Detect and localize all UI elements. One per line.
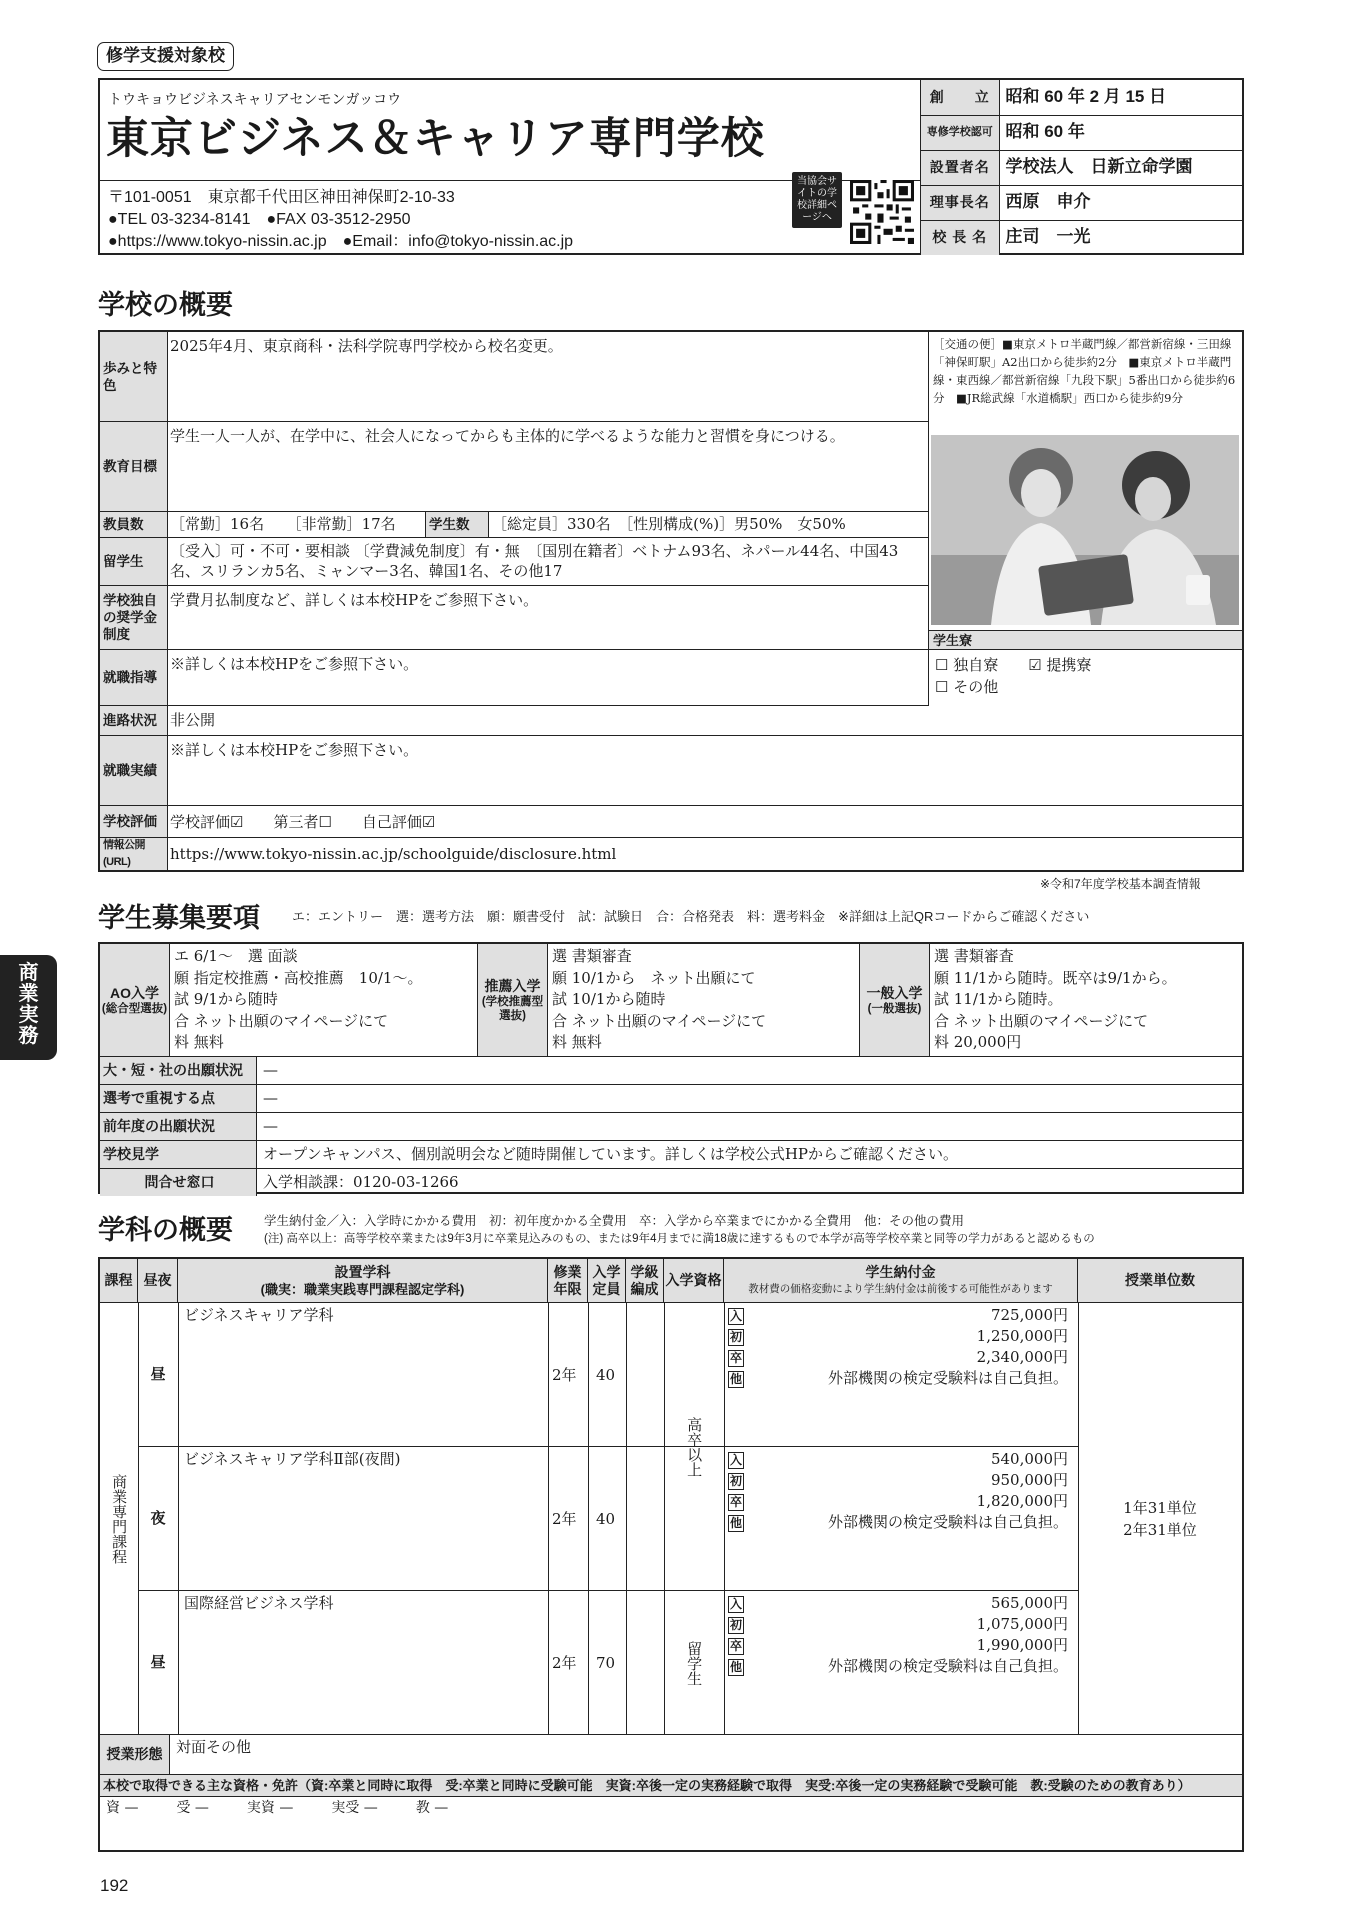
history-label: 歩みと特色 <box>100 332 168 421</box>
path-value: 非公開 <box>170 711 216 729</box>
overview-title: 学校の概要 <box>98 290 233 320</box>
qual-acquire: 資 — <box>106 1800 139 1816</box>
approval-value: 昭和 60 年 <box>999 115 1244 150</box>
recruit-row <box>100 1140 1242 1168</box>
recruit-row-value: — <box>263 1089 278 1107</box>
ao-line-1: エ 6/1〜 選 面談 <box>174 947 298 965</box>
overview-section <box>98 330 1244 872</box>
access-column <box>928 332 1242 706</box>
qual-education: 教 — <box>415 1800 449 1816</box>
fee-label-first: 初 <box>730 1474 743 1488</box>
school-kana: トウキョウビジネスキャリアセンモンガッコウ <box>108 91 402 107</box>
ao-admission <box>100 944 478 1056</box>
qualification-header: 本校で取得できる主な資格・免許（資:卒業と同時に取得 受:卒業と同時に受験可能 実資:卒後一定の実務経験で取得 実受:卒後一定の実務経験で受験可能 教:受験のための教育あり） <box>100 1775 1242 1797</box>
rec-line-3: 試 10/1から随時 <box>552 990 666 1008</box>
students-label: 学生数 <box>425 512 489 537</box>
fee-other: 外部機関の検定受験料は自己負担。 <box>827 1657 1068 1675</box>
guidance-value: ※詳しくは本校HPをご参照下さい。 <box>170 655 419 673</box>
gen-line-4: 合 ネット出願のマイページにて <box>934 1011 1149 1030</box>
dorm-options <box>935 654 1091 698</box>
qr-code-icon[interactable] <box>850 180 914 244</box>
recruit-row <box>100 1056 1242 1084</box>
qual-highschool: 高卒以上 <box>685 1417 704 1477</box>
dept-time: 昼 <box>150 1653 166 1672</box>
recruit-row-label: 前年度の出願状況 <box>100 1113 257 1140</box>
disclosure-row <box>100 838 1242 870</box>
fee-label-entry: 入 <box>730 1453 743 1467</box>
web-email[interactable]: ●https://www.tokyo-nissin.ac.jp ●Email：info@tokyo-nissin.ac.jp <box>108 233 574 250</box>
school-name: 東京ビジネス＆キャリア専門学校 <box>106 115 765 163</box>
dept-years: 2年 <box>552 1654 577 1672</box>
dept-years: 2年 <box>552 1510 577 1528</box>
rec-line-1: 選 書類審査 <box>552 947 632 965</box>
recruit-row-label: 問合せ窓口 <box>100 1169 257 1196</box>
founder-value: 学校法人 日新立命学園 <box>999 150 1244 185</box>
recruit-row-value: — <box>263 1061 278 1079</box>
fee-label-other: 他 <box>730 1372 743 1386</box>
eval-row <box>100 806 1242 838</box>
results-value: ※詳しくは本校HPをご参照下さい。 <box>170 741 419 759</box>
fee-other: 外部機関の検定受験料は自己負担。 <box>827 1369 1068 1387</box>
dept-legend-2: (注) 高卒以上：高等学校卒業または9年3月に卒業見込みのもの、または9年4月までに満18歳に達するもので本学が高等学校卒業と同等の学力があると認めるもの <box>264 1233 1095 1245</box>
dept-row <box>138 1303 1078 1447</box>
intl-label: 留学生 <box>100 538 168 585</box>
th-course: 課程 <box>100 1259 138 1303</box>
dept-row <box>138 1447 1078 1591</box>
staff-value: ［常勤］16名 ［非常勤］17名 <box>170 515 396 533</box>
qual-work-exam: 実受 — <box>331 1800 378 1816</box>
th-qual: 入学資格 <box>664 1259 724 1303</box>
fee-label-entry: 入 <box>730 1597 743 1611</box>
fee-entry: 565,000円 <box>990 1594 1068 1612</box>
th-dept-sub: (職実：職業実践専門課程認定学科) <box>260 1281 465 1297</box>
founded-label: 創 立 <box>921 80 999 115</box>
form-label: 授業形態 <box>100 1735 170 1774</box>
fee-label-first: 初 <box>730 1618 743 1632</box>
category-tab[interactable] <box>0 955 57 1060</box>
fee-label-total: 卒 <box>730 1639 743 1653</box>
scholarship-label: 学校独自の奨学金制度 <box>100 586 168 649</box>
recommend-admission <box>478 944 860 1056</box>
photo-illustration <box>931 435 1239 625</box>
general-admission <box>860 944 1242 1056</box>
recruit-row-value: オープンキャンパス、個別説明会など随時開催しています。詳しくは学校公式HPからご確認ください。 <box>263 1145 959 1163</box>
dorm-line-1: ☐ 独自寮 ☑ 提携寮 <box>935 656 1092 674</box>
ao-label: AO入学 <box>110 984 159 1001</box>
recruit-legend: エ：エントリー 選：選考方法 願：願書受付 試：試験日 合：合格発表 料：選考料金 ※詳細は上記QRコードからご確認ください <box>292 909 1090 924</box>
address: 〒101-0051 東京都千代田区神田神保町2-10-33 <box>108 189 455 206</box>
fee-first: 1,250,000円 <box>976 1327 1068 1345</box>
rec-sub: (学校推薦型選抜) <box>481 995 544 1022</box>
school-info-table <box>921 80 1244 255</box>
path-label: 進路状況 <box>100 706 168 735</box>
th-capacity: 入学定員 <box>588 1259 626 1303</box>
rec-line-5: 料 無料 <box>552 1033 602 1051</box>
support-badge: 修学支援対象校 <box>97 42 234 71</box>
qr-label: 当協会サイトの学校詳細ページへ <box>792 172 842 228</box>
fee-other: 外部機関の検定受験料は自己負担。 <box>827 1513 1068 1531</box>
dept-section <box>98 1257 1244 1852</box>
results-row <box>100 736 1242 806</box>
dept-name: ビジネスキャリア学科 <box>184 1306 334 1324</box>
rec-line-4: 合 ネット出願のマイページにて <box>552 1011 767 1030</box>
fee-entry: 540,000円 <box>990 1450 1068 1468</box>
fee-total: 2,340,000円 <box>976 1348 1068 1366</box>
dorm-line-2: ☐ その他 <box>935 678 999 696</box>
qualification-row <box>106 1799 448 1818</box>
fee-total: 1,990,000円 <box>976 1636 1068 1654</box>
th-fee-sub: 教材費の価格変動により学生納付金は前後する可能性があります <box>748 1282 1053 1295</box>
ao-line-2: 願 指定校推薦・高校推薦 10/1〜。 <box>174 968 423 987</box>
recruit-title: 学生募集要項 <box>98 903 260 933</box>
ao-line-3: 試 9/1から随時 <box>174 990 278 1008</box>
principal-value: 庄司 一光 <box>1005 227 1091 247</box>
scholarship-row <box>100 586 928 650</box>
gen-line-5: 料 20,000円 <box>934 1033 1022 1051</box>
tel-fax: ●TEL 03-3234-8141 ●FAX 03-3512-2950 <box>108 211 411 228</box>
recruit-row-label: 大・短・社の出願状況 <box>100 1057 257 1084</box>
th-units: 授業単位数 <box>1078 1259 1242 1303</box>
guidance-row <box>100 650 928 706</box>
fee-label-total: 卒 <box>730 1351 743 1365</box>
dept-capacity: 70 <box>596 1654 616 1672</box>
goal-label: 教育目標 <box>100 422 168 511</box>
goal-row <box>100 422 928 512</box>
fee-first: 950,000円 <box>990 1471 1068 1489</box>
recruit-row <box>100 1084 1242 1112</box>
form-value: 対面その他 <box>176 1738 252 1756</box>
th-fee <box>724 1259 1078 1303</box>
survey-note: ※令和7年度学校基本調査情報 <box>1040 877 1201 891</box>
dept-capacity: 40 <box>596 1510 616 1528</box>
history-value: 2025年4月、東京商科・法科学院専門学校から校名変更。 <box>170 337 563 355</box>
th-fee-label: 学生納付金 <box>865 1263 936 1280</box>
units-value: 1年31単位 2年31単位 <box>1078 1303 1242 1735</box>
gen-line-2: 願 11/1から随時。既卒は9/1から。 <box>934 968 1177 987</box>
page-number: 192 <box>100 1876 129 1895</box>
qual-intl: 留学生 <box>685 1640 704 1686</box>
rec-line-2: 願 10/1から ネット出願にて <box>552 968 756 987</box>
fee-entry: 725,000円 <box>990 1306 1068 1324</box>
eval-label: 学校評価 <box>100 806 168 837</box>
chairman-label: 理事長名 <box>921 185 999 220</box>
ao-line-5: 料 無料 <box>174 1033 224 1051</box>
recruit-row <box>100 1112 1242 1140</box>
disclosure-label: 情報公開(URL) <box>100 838 168 870</box>
students-photo <box>931 435 1239 625</box>
category-tab-label: 商業実務 <box>18 962 39 1047</box>
inquiry-value[interactable]: 入学相談課：0120-03-1266 <box>263 1173 459 1191</box>
gen-sub: (一般選抜) <box>867 1002 922 1015</box>
ao-line-4: 合 ネット出願のマイページにて <box>174 1011 389 1030</box>
qual-exam: 受 — <box>176 1800 209 1816</box>
ao-sub: (総合型選抜) <box>101 1002 168 1015</box>
dept-capacity: 40 <box>596 1366 616 1384</box>
founder-label: 設置者名 <box>921 150 999 185</box>
path-row <box>100 706 1242 736</box>
scholarship-value: 学費月払制度など、詳しくは本校HPをご参照下さい。 <box>170 591 539 609</box>
course-name: 商業専門課程 <box>100 1303 138 1735</box>
history-row <box>100 332 928 422</box>
approval-label: 専修学校認可 <box>921 115 999 150</box>
dept-years: 2年 <box>552 1366 577 1384</box>
guidance-label: 就職指導 <box>100 650 168 705</box>
th-dept <box>178 1259 548 1303</box>
dorm-label: 学生寮 <box>929 630 1242 650</box>
goal-value: 学生一人一人が、在学中に、社会人になってからも主体的に学べるような能力と習慣を身につける。 <box>170 427 845 445</box>
th-class: 学級編成 <box>626 1259 664 1303</box>
th-dept-label: 設置学科 <box>334 1263 391 1280</box>
intl-value: 〔受入〕可・不可・要相談 〔学費減免制度〕有・無 〔国別在籍者〕ベトナム93名、ネパール44名、中国43名、スリランカ5名、ミャンマー3名、韓国1名、その他17 <box>170 542 899 580</box>
dept-legend-1: 学生納付金／入：入学時にかかる費用 初：初年度かかる全費用 卒：入学から卒業までにかかる全費用 他：その他の費用 <box>264 1214 965 1228</box>
disclosure-link[interactable]: https://www.tokyo-nissin.ac.jp/schoolguide/disclosure.html <box>170 845 617 863</box>
recruit-row-label: 選考で重視する点 <box>100 1085 257 1112</box>
chairman-value: 西原 申介 <box>999 185 1244 220</box>
staff-label: 教員数 <box>100 512 168 537</box>
dept-title: 学科の概要 <box>98 1215 233 1245</box>
th-time: 昼夜 <box>138 1259 178 1303</box>
eval-value: 学校評価☑ 第三者☐ 自己評価☑ <box>170 813 436 831</box>
fee-label-entry: 入 <box>730 1309 743 1323</box>
recruit-row-value: — <box>263 1117 278 1135</box>
fee-first: 1,075,000円 <box>976 1615 1068 1633</box>
principal-label: 校 長 名 <box>921 220 999 255</box>
fee-label-total: 卒 <box>730 1495 743 1509</box>
recruit-row <box>100 1168 1242 1196</box>
dept-name: ビジネスキャリア学科Ⅱ部(夜間) <box>184 1450 401 1468</box>
qual-work-acquire: 実資 — <box>246 1800 294 1816</box>
fee-label-first: 初 <box>730 1330 743 1344</box>
intl-row <box>100 538 928 586</box>
staff-row <box>100 512 928 538</box>
dept-time: 昼 <box>150 1365 166 1384</box>
fee-label-other: 他 <box>730 1516 743 1530</box>
recruit-section <box>98 942 1244 1194</box>
form-row <box>100 1735 1242 1775</box>
founded-value: 昭和 60 年 2 月 15 日 <box>999 80 1244 115</box>
dept-name: 国際経営ビジネス学科 <box>184 1594 334 1612</box>
fee-label-other: 他 <box>730 1660 743 1674</box>
th-years: 修業年限 <box>548 1259 588 1303</box>
gen-label: 一般入学 <box>866 984 923 1001</box>
dept-row <box>138 1591 1078 1735</box>
access-info: ［交通の便］■東京メトロ半蔵門線／都営新宿線・三田線「神保町駅」A2出口から徒歩約2分 ■東京メトロ半蔵門線・東西線／都営新宿線「九段下駅」5番出口から徒歩約6分 ■JR総武線「水道橋駅」西口から徒歩約9分 <box>933 337 1236 405</box>
results-label: 就職実績 <box>100 736 168 805</box>
gen-line-3: 試 11/1から随時。 <box>934 990 1063 1008</box>
gen-line-1: 選 書類審査 <box>934 947 1014 965</box>
recruit-row-label: 学校見学 <box>100 1141 257 1168</box>
fee-total: 1,820,000円 <box>976 1492 1068 1510</box>
dept-time: 夜 <box>150 1509 166 1528</box>
school-header <box>98 78 1244 255</box>
students-value: ［総定員］330名 ［性別構成(%)］男50% 女50% <box>492 515 846 533</box>
rec-label: 推薦入学 <box>484 977 541 994</box>
